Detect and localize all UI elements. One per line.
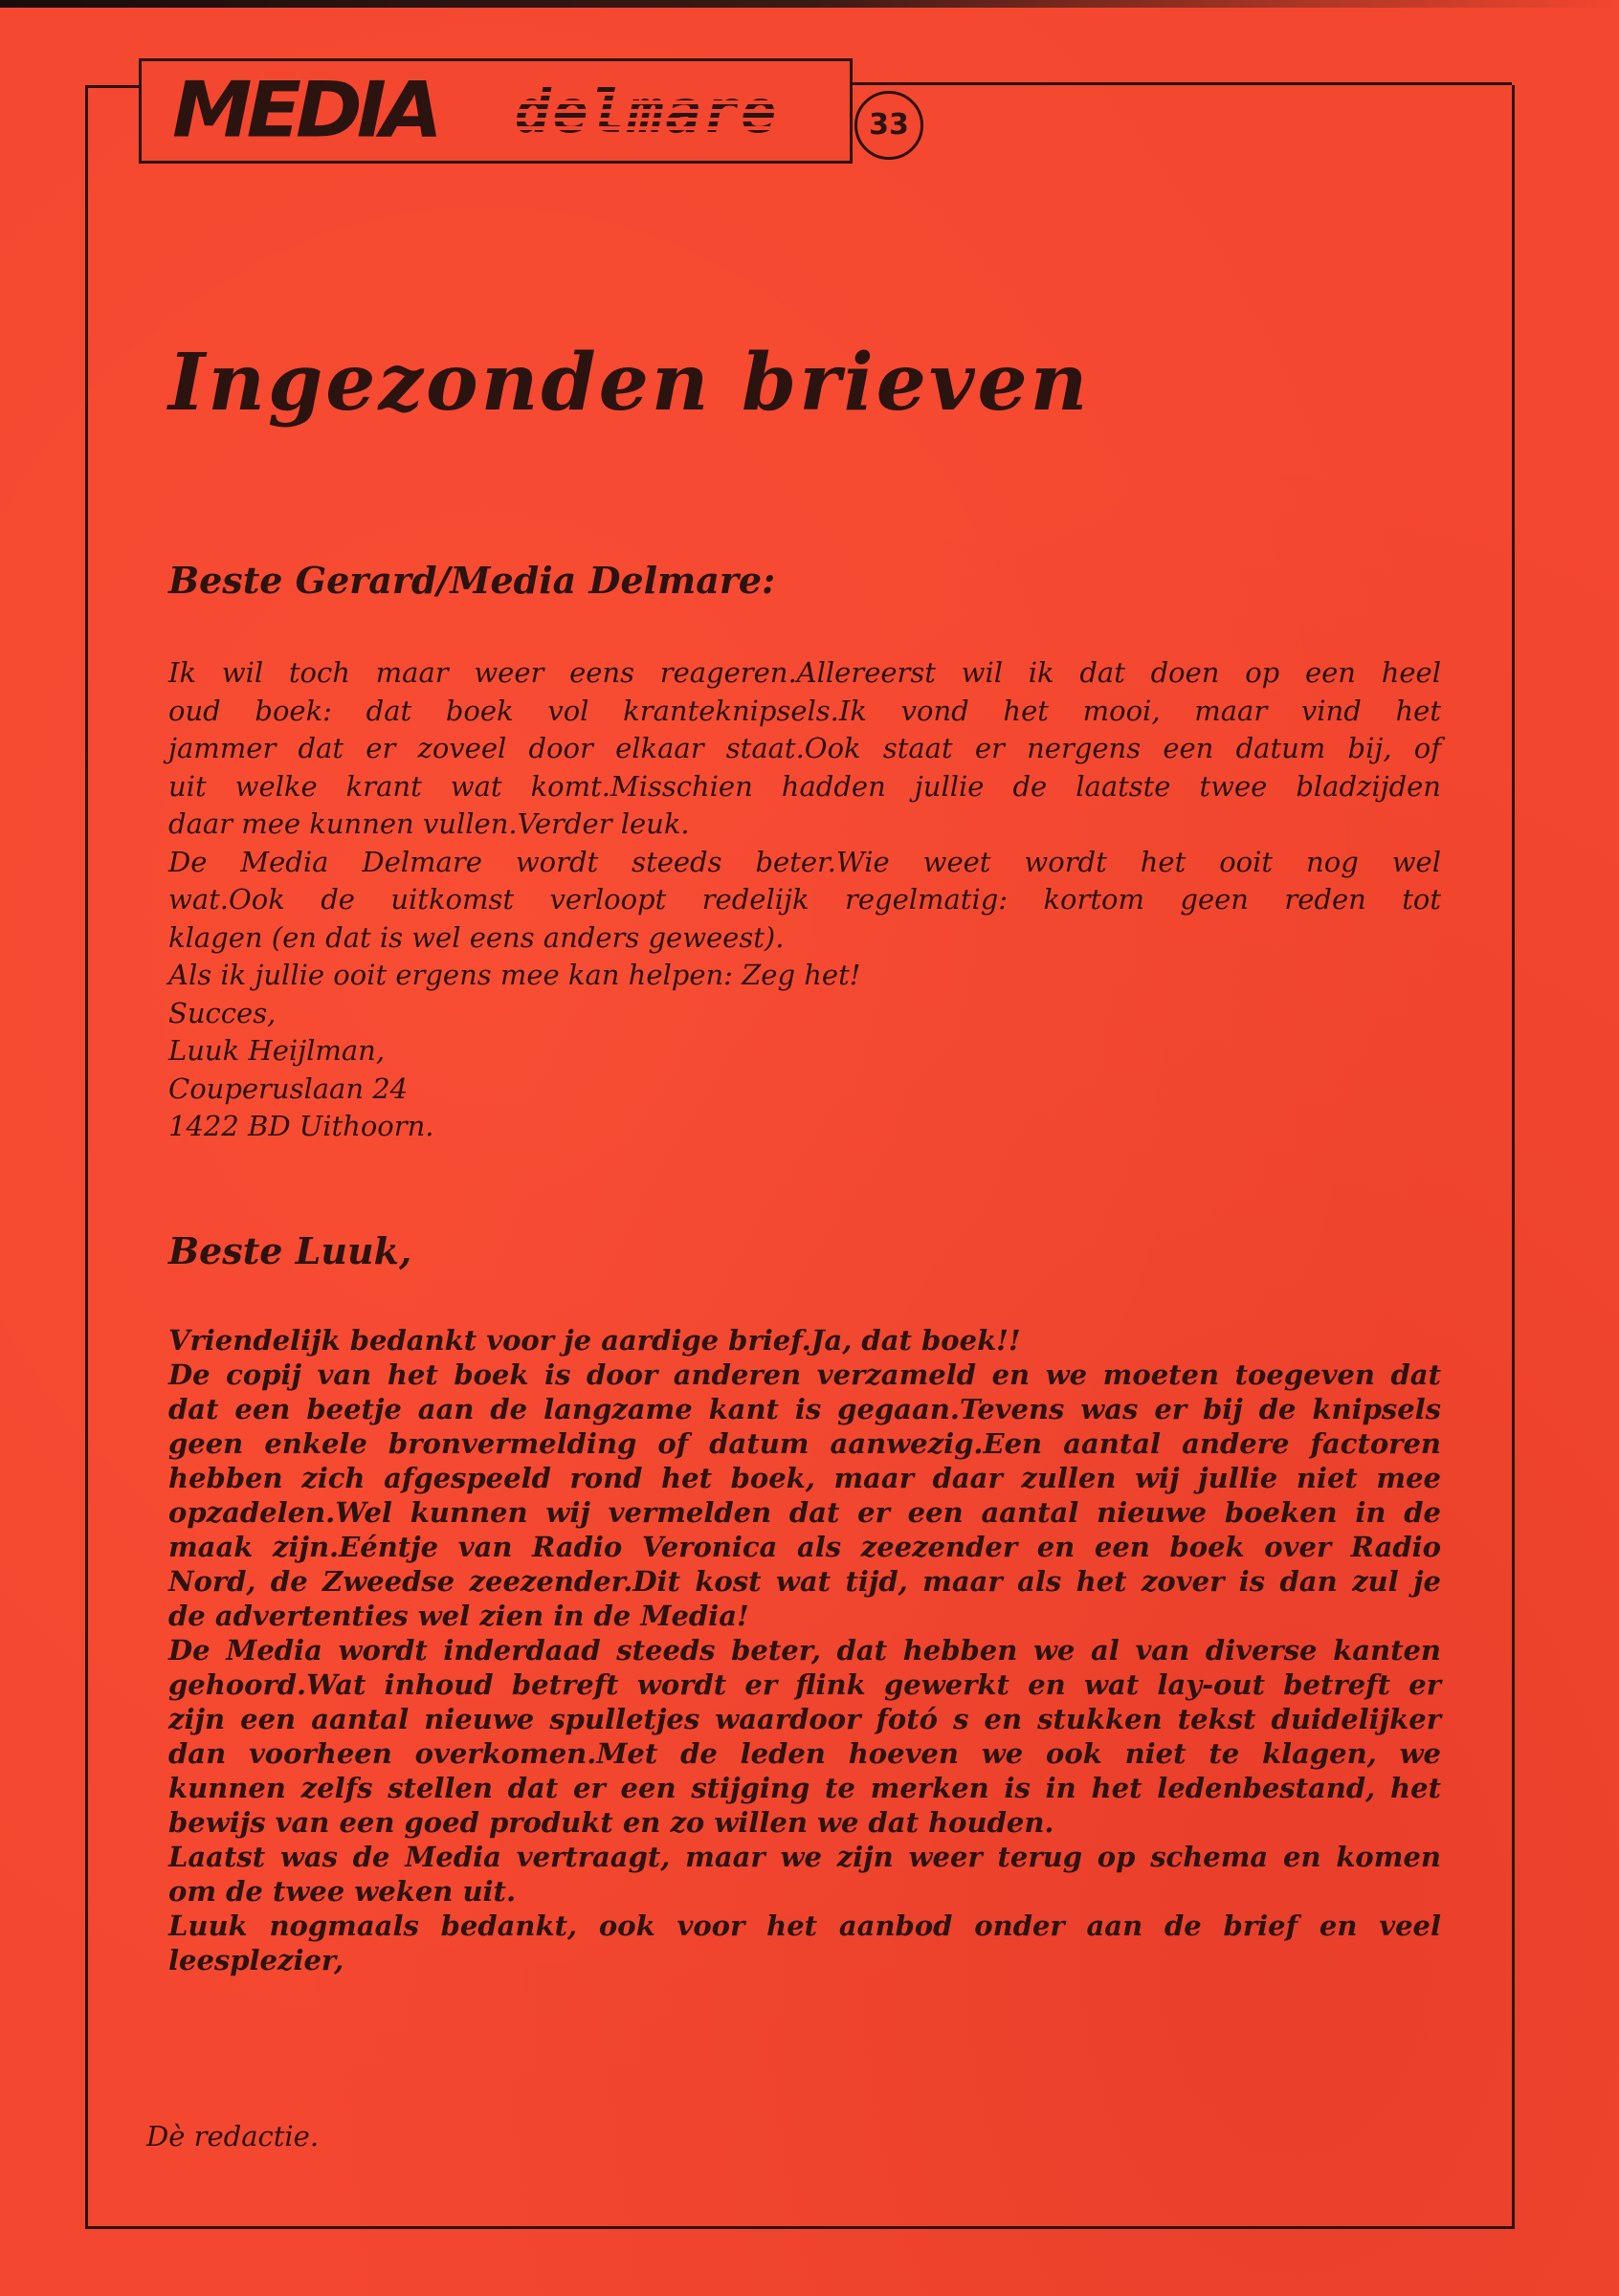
text-line: Luuk Heijlman,	[168, 1034, 386, 1067]
signoff: Dè redactie.	[146, 2120, 320, 2152]
text-line: wat.Ook de uitkomst verloopt redelijk regelmatig: kortom geen reden tot	[168, 883, 1441, 916]
frame-top-left	[85, 85, 141, 88]
text-line: de advertenties wel zien in de Media!	[168, 1600, 749, 1632]
scan-edge	[0, 0, 1619, 8]
text-line: De Media wordt inderdaad steeds beter, dat hebben we al van diverse kanten	[168, 1634, 1441, 1667]
text-line: Ik wil toch maar weer eens reageren.Allereerst wil ik dat doen op een heel	[168, 656, 1441, 689]
text-line: hebben zich afgespeeld rond het boek, maar daar zullen wij jullie niet mee	[168, 1462, 1441, 1494]
text-line: Als ik jullie ooit ergens mee kan helpen: Zeg het!	[168, 959, 861, 991]
text-line: De copij van het boek is door anderen verzameld en we moeten toegeven dat	[168, 1358, 1441, 1391]
text-line: opzadelen.Wel kunnen wij vermelden dat er een aantal nieuwe boeken in de	[168, 1496, 1441, 1529]
text-line: Couperuslaan 24	[168, 1071, 409, 1105]
letter-2-salutation: Beste Luuk,	[168, 1229, 412, 1272]
text-line: Vriendelijk bedankt voor je aardige brief.Ja, dat boek!!	[168, 1324, 1021, 1357]
logo-media: MEDIA	[172, 65, 437, 155]
text-line: gehoord.Wat inhoud betreft wordt er flink gewerkt en wat lay-out betreft er	[168, 1668, 1441, 1701]
text-line: De Media Delmare wordt steeds beter.Wie weet wordt het ooit nog wel	[168, 845, 1441, 878]
text-line: maak zijn.Eéntje van Radio Veronica als zeezender en een boek over Radio	[168, 1531, 1441, 1563]
text-line: dan voorheen overkomen.Met de leden hoeven we ook niet te klagen, we	[168, 1737, 1441, 1770]
logo-delmare: delmare	[515, 77, 779, 146]
text-line: Succes,	[168, 996, 277, 1029]
text-line: uit welke krant wat komt.Misschien hadden jullie de laatste twee bladzijden	[168, 769, 1441, 803]
text-line: 1422 BD Uithoorn.	[168, 1110, 434, 1142]
text-line: geen enkele bronvermelding of datum aanwezig.Een aantal andere factoren	[168, 1427, 1441, 1460]
text-line: om de twee weken uit.	[168, 1875, 517, 1908]
text-line: klagen (en dat is wel eens anders geweest).	[168, 920, 785, 954]
letter-1-body	[168, 654, 1441, 1146]
text-line: Luuk nogmaals bedankt, ook voor het aanbod onder aan de brief en veel	[168, 1910, 1441, 1942]
page-number: 33	[854, 91, 923, 160]
text-line: bewijs van een goed produkt en zo willen we dat houden.	[168, 1806, 1054, 1839]
text-line: zijn een aantal nieuwe spulletjes waardoor fotó s en stukken tekst duidelijker	[168, 1703, 1441, 1735]
text-line: Nord, de Zweedse zeezender.Dit kost wat tijd, maar als het zover is dan zul je	[168, 1565, 1441, 1598]
masthead	[139, 58, 853, 164]
letter-2-body	[168, 1323, 1441, 1977]
text-line: leesplezier,	[168, 1944, 344, 1976]
frame-top-right	[850, 82, 1512, 85]
text-line: daar mee kunnen vullen.Verder leuk.	[168, 807, 690, 840]
letter-1-salutation: Beste Gerard/Media Delmare:	[168, 559, 776, 602]
text-line: Laatst was de Media vertraagt, maar we zijn weer terug op schema en komen	[168, 1841, 1441, 1873]
page-title: Ingezonden brieven	[168, 337, 1091, 429]
text-line: kunnen zelfs stellen dat er een stijging te merken is in het ledenbestand, het	[168, 1772, 1441, 1804]
text-line: oud boek: dat boek vol kranteknipsels.Ik vond het mooi, maar vind het	[168, 694, 1441, 727]
text-line: jammer dat er zoveel door elkaar staat.Ook staat er nergens een datum bij, of	[168, 732, 1441, 764]
text-line: dat een beetje aan de langzame kant is gegaan.Tevens was er bij de knipsels	[168, 1393, 1441, 1425]
